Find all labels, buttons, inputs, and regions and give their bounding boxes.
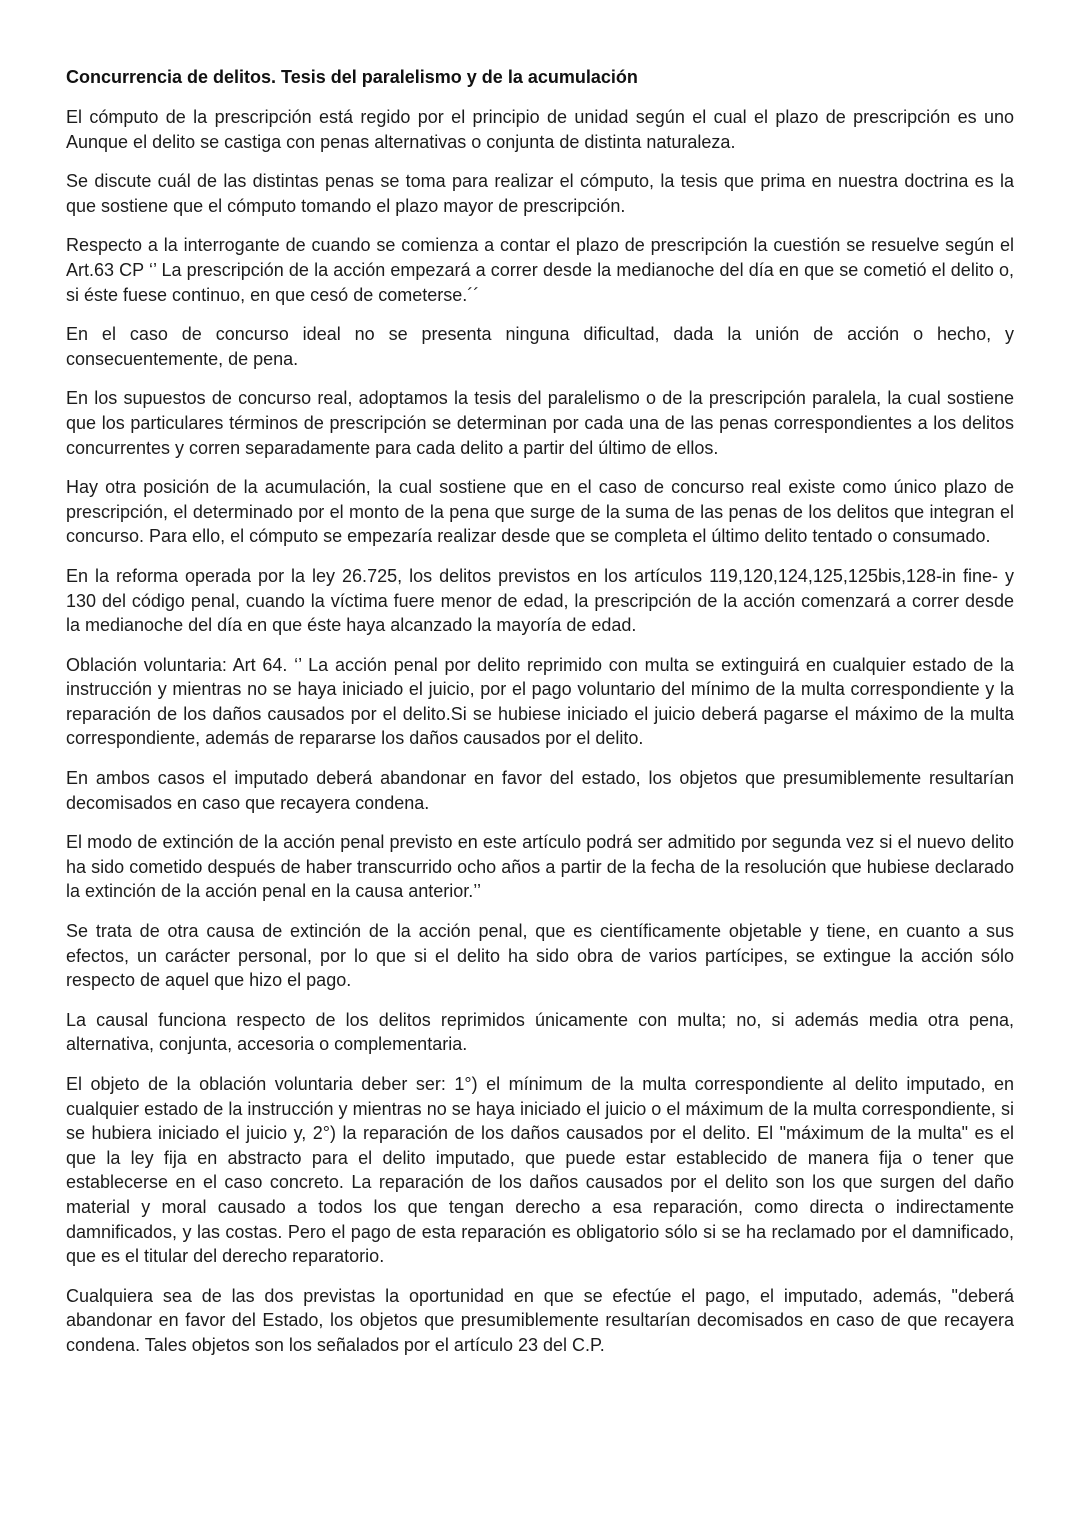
paragraph-art63: Respecto a la interrogante de cuando se comienza a contar el plazo de prescripción la cuestión se resuelve según el Art.63 CP ‘’ La prescripción de la acción empezará a correr desde la medianoche del día en que se cometió el delito o, si éste fuese continuo, en que cesó de cometerse.´´	[66, 235, 1014, 305]
paragraph-causa-extincion: Se trata de otra causa de extinción de la acción penal, que es científicamente objetable y tiene, en cuanto a sus efectos, un carácter personal, por lo que si el delito ha sido obra de varios partícipes, se extingue la acción sólo respecto de aquel que hizo el pago.	[66, 921, 1014, 991]
paragraph-causal-multa: La causal funciona respecto de los delitos reprimidos únicamente con multa; no, si además media otra pena, alternativa, conjunta, accesoria o complementaria.	[66, 1009, 1014, 1055]
paragraph-objeto-oblacion: El objeto de la oblación voluntaria deber ser: 1°) el mínimum de la multa correspondiente al delito imputado, en cualquier estado de la instrucción y mientras no se haya iniciado el juicio o el máximum de la multa correspondiente, si se hubiera iniciado el juicio y, 2°) la reparación de los daños causados por el delito. El "máximum de la multa" es el que la ley fija en abstracto para el delito imputado, que puede estar establecido de manera fija o tener que establecerse en el caso concreto. La reparación de los daños causados por el delito son los que surgen del daño material y moral causado a todos los que tengan derecho a esa reparación, como directa o indirectamente damnificados, y las costas. Pero el pago de esta reparación es obligatorio sólo si se ha reclamado por el damnificado, que es el titular del derecho reparatorio.	[66, 1074, 1014, 1267]
paragraph-concurso-ideal: En el caso de concurso ideal no se presenta ninguna dificultad, dada la unión de acción o hecho, y consecuentemente, de pena.	[66, 324, 1014, 369]
paragraph-ley-26725: En la reforma operada por la ley 26.725, los delitos previstos en los artículos 119,120,124,125,125bis,128-in fine- y 130 del código penal, cuando la víctima fuere menor de edad, la prescripción de la acción comenzará a correr desde la medianoche del día en que éste haya alcanzado la mayoría de edad.	[66, 565, 1014, 636]
paragraph-decomiso: Cualquiera sea de las dos previstas la oportunidad en que se efectúe el pago, el imputado, además, "deberá abandonar en favor del Estado, los objetos que presumiblemente resultarían decomisados en caso de que recayera condena. Tales objetos son los señalados por el artículo 23 del C.P.	[66, 1285, 1014, 1355]
paragraph-unidad-prescripcion: El cómputo de la prescripción está regido por el principio de unidad según el cual el plazo de prescripción es uno Aunque el delito se castiga con penas alternativas o conjunta de distinta naturaleza.	[66, 107, 1014, 152]
paragraph-segunda-vez: El modo de extinción de la acción penal previsto en este artículo podrá ser admitido por segunda vez si el nuevo delito ha sido cometido después de haber transcurrido ocho años a partir de la fecha de la resolución que hubiese declarado la extinción de la acción penal en la causa anterior.’’	[66, 832, 1014, 902]
paragraph-computo-pena: Se discute cuál de las distintas penas se toma para realizar el cómputo, la tesis que prima en nuestra doctrina es la que sostiene que el cómputo tomando el plazo mayor de prescripción.	[66, 171, 1014, 216]
paragraph-concurso-real: En los supuestos de concurso real, adoptamos la tesis del paralelismo o de la prescripción paralela, la cual sostiene que los particulares términos de prescripción se determinan por cada una de las penas correspondientes a los delitos concurrentes y corren separadamente para cada delito a partir del último de ellos.	[66, 388, 1014, 458]
document-title: Concurrencia de delitos. Tesis del paralelismo y de la acumulación	[66, 67, 638, 87]
paragraph-acumulacion: Hay otra posición de la acumulación, la cual sostiene que en el caso de concurso real existe como único plazo de prescripción, el determinado por el monto de la pena que surge de la suma de las penas de los delitos que integran el concurso. Para ello, el cómputo se empezaría realizar desde que se completa el último delito tentado o consumado.	[66, 477, 1014, 547]
paragraph-ambos-casos: En ambos casos el imputado deberá abandonar en favor del estado, los objetos que presumiblemente resultarían decomisados en caso que recayera condena.	[66, 768, 1014, 813]
document-page	[66, 64, 1014, 1373]
paragraph-oblacion-art64: Oblación voluntaria: Art 64. ‘’ La acción penal por delito reprimido con multa se extinguirá en cualquier estado de la instrucción y mientras no se haya iniciado el juicio, por el pago voluntario del mínimo de la multa correspondiente y la reparación de los daños causados por el delito.Si se hubiese iniciado el juicio deberá pagarse el máximo de la multa correspondiente, además de repararse los daños causados por el delito.	[66, 654, 1014, 749]
